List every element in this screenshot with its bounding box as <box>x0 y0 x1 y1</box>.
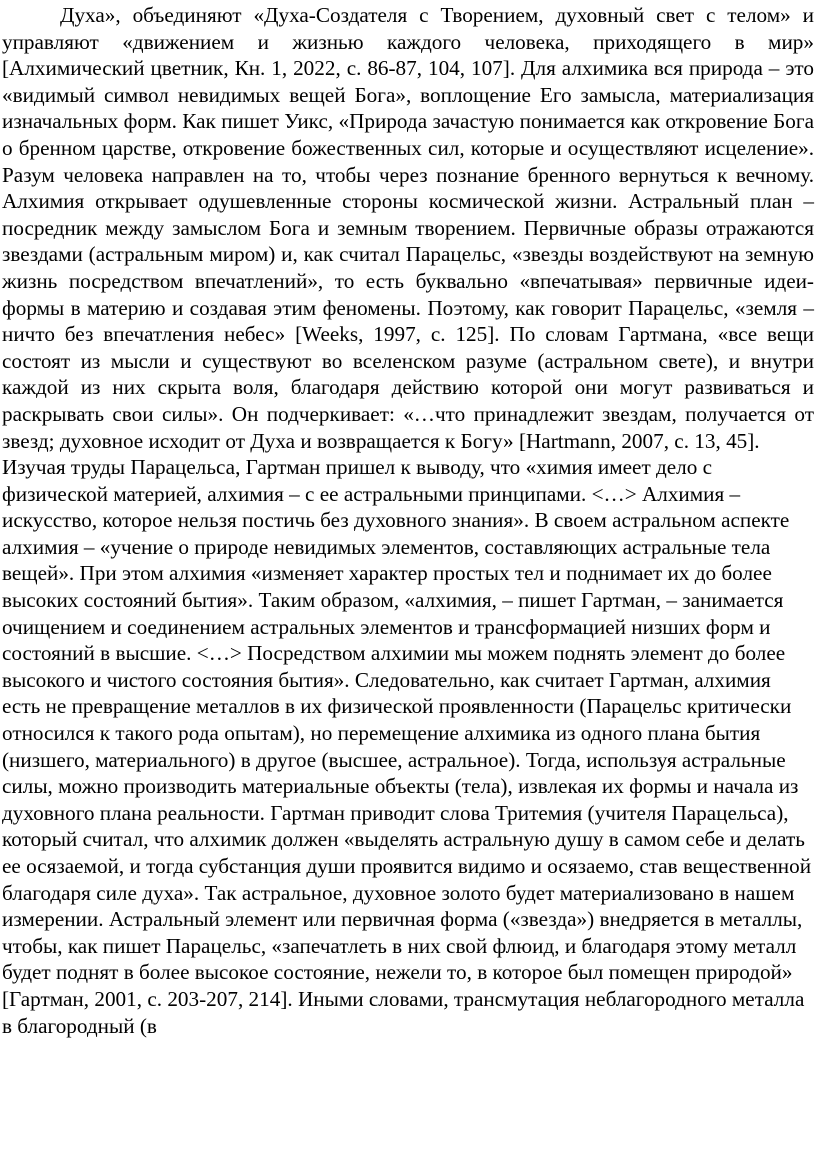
paragraph-2: Изучая труды Парацельса, Гартман пришел к выводу, что «химия имеет дело с физической материей, алхимия – с ее астральными принципами. <…> Алхимия – искусство, которое нельзя постичь без духовного знания». В своем астральном аспекте алхимия – «учение о природе невидимых элементов, составляющих астральные тела вещей». При этом алхимия «изменяет характер простых тел и поднимает их до более высоких состояний бытия». Таким образом, «алхимия, – пишет Гартман, – занимается очищением и соединением астральных элементов и трансформацией низших форм и состояний в высшие. <…> Посредством алхимии мы можем поднять элемент до более высокого и чистого состояния бытия». Следовательно, как считает Гартман, алхимия есть не превращение металлов в их физической проявленности (Парацельс критически относился к такого рода опытам), но перемещение алхимика из одного плана бытия (низшего, материального) в другое (высшее, астральное). Тогда, используя астральные силы, можно производить материальные объекты (тела), извлекая их формы и начала из духовного плана реальности. Гартман приводит слова Тритемия (учителя Парацельса), который считал, что алхимик должен «выделять астральную душу в самом себе и делать ее осязаемой, и тогда субстанция души проявится видимо и осязаемо, став вещественной благодаря силе духа». Так астральное, духовное золото будет материализовано в нашем измерении. Астральный элемент или первичная форма («звезда») внедряется в металлы, чтобы, как пишет Парацельс, «запечатлеть в них свой флюид, и благодаря этому металл будет поднят в более высокое состояние, нежели то, в которое был помещен природой» [Гартман, 2001, с. 203-207, 214]. Иными словами, трансмутация неблагородного металла в благородный (в <box>2 455 812 1038</box>
paragraph-1: Духа», объединяют «Духа-Создателя с Творением, духовный свет с телом» и управляют «движением и жизнью каждого человека, приходящего в мир» [Алхимический цветник, Кн. 1, 2022, с. 86-87, 104, 107]. Для алхимика вся природа – это «видимый символ невидимых вещей Бога», воплощение Его замысла, материализация изначальных форм. Как пишет Уикс, «Природа зачастую понимается как откровение Бога о бренном царстве, откровение божественных сил, которые и осуществляют исцеление». Разум человека направлен на то, чтобы через познание бренного вернуться к вечному. Алхимия открывает одушевленные стороны космической жизни. Астральный план – посредник между замыслом Бога и земным творением. Первичные образы отражаются звездами (астральным миром) и, как считал Парацельс, «звезды воздействуют на земную жизнь посредством впечатлений», то есть буквально «впечатывая» первичные идеи-формы в материю и создавая этим феномены. Поэтому, как говорит Парацельс, «земля – ничто без впечатления небес» [Weeks, 1997, с. 125]. По словам Гартмана, «все вещи состоят из мысли и существуют во вселенском разуме (астральном свете), и внутри каждой из них скрыта воля, благодаря действию которой они могут развиваться и раскрывать свои силы». Он подчеркивает: «…что принадлежит звездам, получается от звезд; духовное исходит от Духа и возвращается к Богу» [Hartmann, 2007, с. 13, 45]. <box>2 3 814 453</box>
